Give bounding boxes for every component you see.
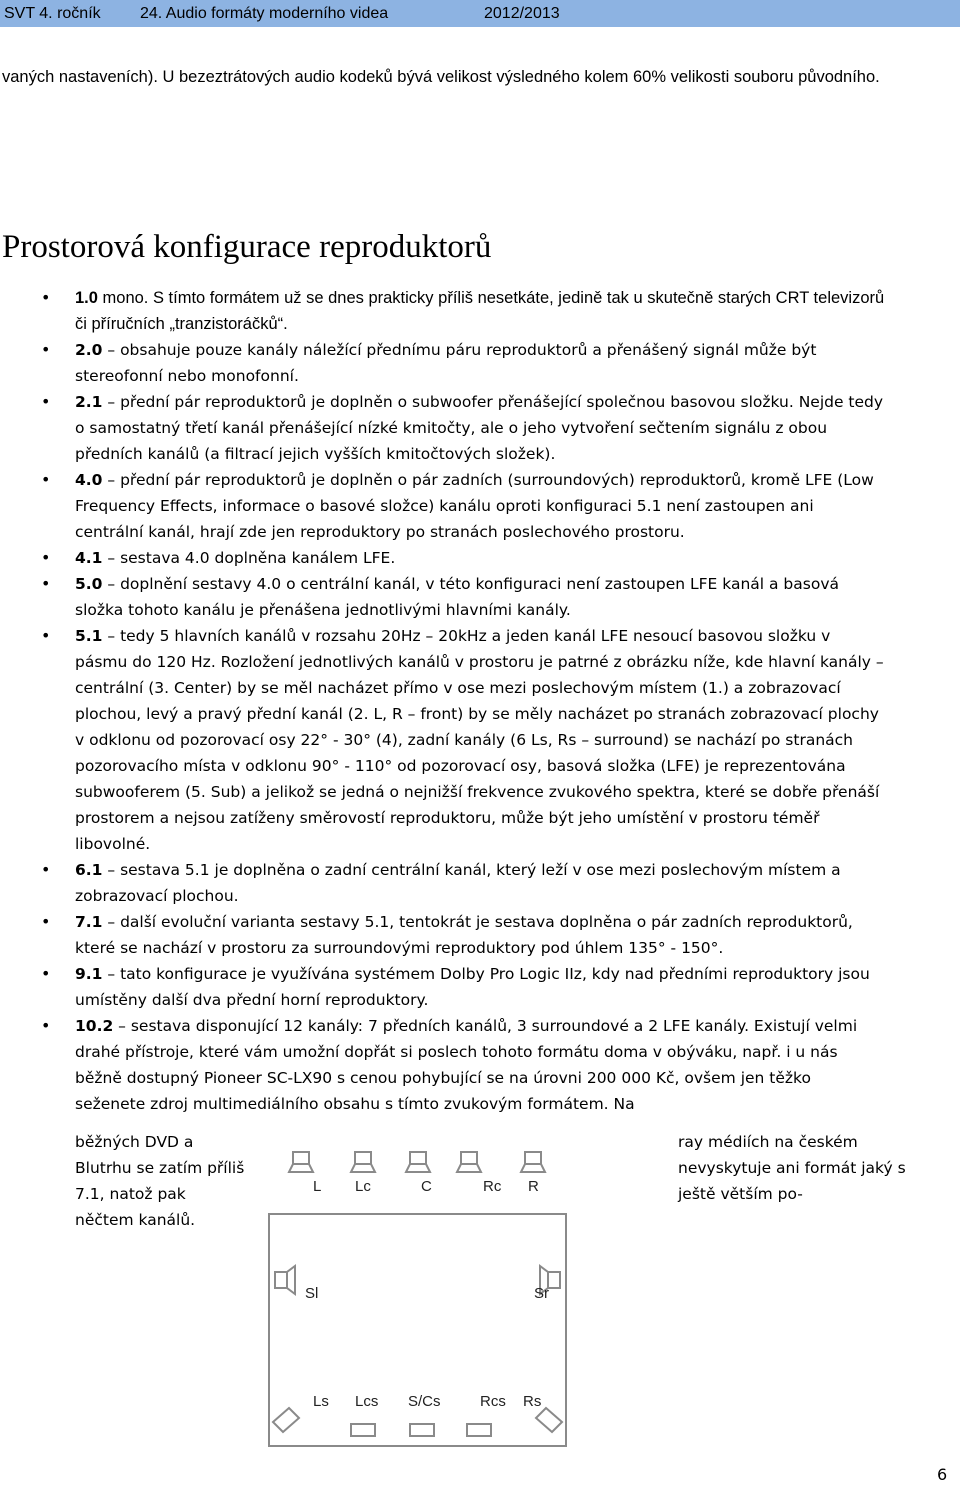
item-text: – sestava 5.1 je doplněna o zadní centrální kanál, který leží v ose mezi poslechovým místem a zobrazovací plochou.: [75, 861, 841, 905]
configuration-list: [0, 285, 960, 1117]
label-rear-right-center: Rcs: [480, 1393, 506, 1410]
front-right-center-speaker-icon: [457, 1152, 481, 1172]
item-text: – doplnění sestavy 4.0 o centrální kanál, v této konfiguraci není zastoupen LFE kanál a basová složka tohoto kanálu je přenášena jednotlivými hlavními kanály.: [75, 575, 839, 619]
page-number: 6: [937, 1465, 948, 1484]
page-header: [0, 0, 960, 27]
item-text: – tedy 5 hlavních kanálů v rozsahu 20Hz – 20kHz a jeden kanál LFE nesoucí basovou složku v pásmu do 120 Hz. Rozložení jednotlivých kanálů v prostoru je patrné z obrázku níže, kde hlavní kanály – centrální (3. Center) by se měl nacházet přímo v ose mezi poslechovým místem (1.) a zobrazovací plochou, levý a pravý přední kanál (2. L, R – front) by se měly nacházet po stranách zobrazovací plochy v odklonu od pozorovací osy 22° - 30° (4), zadní kanály (6 Ls, Rs – surround) se nachází po stranách pozorovacího místa v odklonu 90° - 110° od pozorovací osy, basová složka (LFE) je reprezentována subwooferem (5. Sub) a jelikož se jedná o nejnižší frekvence zvukového spektra, které se dobře přenáší prostorem a nejsou zatíženy směrovostí reproduktoru, může být jeho umístění v prostoru téměř libovolné.: [75, 627, 884, 853]
label-front-left-center: Lc: [355, 1178, 371, 1195]
list-item: [0, 1013, 885, 1117]
intro-paragraph: vaných nastaveních). U bezeztrátových audio kodeků bývá velikost výsledného kolem 60% velikosti souboru původního.: [2, 68, 880, 86]
list-item: [0, 909, 885, 961]
front-right-speaker-icon: [521, 1152, 545, 1172]
item-text: – přední pár reproduktorů je doplněn o subwoofer přenášející společnou basovou složku. Nejde tedy o samostatný třetí kanál přenášející nízké kmitočty, ale o jeho vytvoření sečtením signálu z obou předních kanálů (a filtrací jejich vyšších kmitočtových složek).: [75, 393, 884, 463]
wrap-text-right: ray médiích na českém nevyskytuje ani formát jaký s ještě větším po-: [678, 1133, 906, 1203]
list-item: [0, 623, 885, 857]
item-number: 4.1: [75, 549, 103, 567]
item-text: – tato konfigurace je využívána systémem Dolby Pro Logic IIz, kdy nad předními reproduktory jsou umístěny další dva přední horní reproduktory.: [75, 965, 870, 1009]
label-side-right: Sr: [534, 1285, 549, 1302]
side-left-speaker-icon: [275, 1266, 295, 1294]
front-center-speaker-icon: [406, 1152, 430, 1172]
item-number: 2.0: [75, 341, 103, 359]
label-rear-center: S/Cs: [408, 1393, 441, 1410]
header-year: 2012/2013: [484, 5, 560, 22]
item-text: – přední pár reproduktorů je doplněn o pár zadních (surroundových) reproduktorů, kromě LFE (Low Frequency Effects, informace o basové složce) kanálu oproti konfiguraci 5.1 není zastoupen ani centrální kanál, hrají zde jen reproduktory po stranách poslechového prostoru.: [75, 471, 874, 541]
front-left-center-speaker-icon: [351, 1152, 375, 1172]
label-front-right-center: Rc: [483, 1178, 502, 1195]
item-number: 2.1: [75, 393, 103, 411]
rear-left-speaker-icon: [273, 1408, 299, 1432]
list-item: [0, 337, 885, 389]
header-topic: 24. Audio formáty moderního videa: [140, 5, 389, 22]
list-item: [0, 961, 885, 1013]
item-text: – sestava disponující 12 kanály: 7 předních kanálů, 3 surroundové a 2 LFE kanály. Existují velmi drahé přístroje, které vám umožní dopřát si poslech tohoto formátu doma v obýváku, např. i u nás běžně dostupný Pioneer SC-LX90 s cenou pohybující se na úrovni 200 000 Kč, ovšem jen těžko seženete zdroj multimediálního obsahu s tímto zvukovým formátem. Na: [75, 1017, 858, 1113]
item-number: 10.2: [75, 1017, 114, 1035]
item-number: 7.1: [75, 913, 103, 931]
label-rear-left-center: Lcs: [355, 1393, 379, 1410]
item-number: 6.1: [75, 861, 103, 879]
rear-left-center-speaker-icon: [351, 1424, 375, 1436]
section-title: Prostorová konfigurace reproduktorů: [2, 229, 492, 265]
list-item: [0, 285, 885, 337]
label-rear-left: Ls: [313, 1393, 329, 1410]
label-front-left: L: [313, 1178, 322, 1195]
item-number: 4.0: [75, 471, 103, 489]
item-number: 5.1: [75, 627, 103, 645]
list-item: [0, 467, 885, 545]
label-front-right: R: [528, 1178, 539, 1195]
rear-center-speaker-icon: [410, 1424, 434, 1436]
label-rear-right: Rs: [523, 1393, 542, 1410]
list-item: [0, 545, 885, 571]
speaker-layout-diagram: [255, 1142, 580, 1455]
list-item: [0, 389, 885, 467]
rear-right-speaker-icon: [536, 1408, 562, 1432]
item-number: 1.0: [75, 289, 98, 307]
list-item: [0, 571, 885, 623]
item-text: mono. S tímto formátem už se dnes prakticky příliš nesetkáte, jedině tak u skutečně starých CRT televizorů či příručních „tranzistoráčků“.: [75, 289, 885, 333]
item-text: – sestava 4.0 doplněna kanálem LFE.: [102, 549, 396, 567]
header-course: SVT 4. ročník: [4, 5, 101, 22]
label-side-left: Sl: [305, 1285, 319, 1302]
label-front-center: C: [421, 1178, 432, 1195]
front-left-speaker-icon: [289, 1152, 313, 1172]
item-text: – další evoluční varianta sestavy 5.1, tentokrát je sestava doplněna o pár zadních reproduktorů, které se nachází v prostoru za surroundovými reproduktory pod úhlem 135° - 150°.: [75, 913, 853, 957]
item-text: – obsahuje pouze kanály náležící přednímu páru reproduktorů a přenášený signál může být stereofonní nebo monofonní.: [75, 341, 817, 385]
list-item: [0, 857, 885, 909]
item-number: 5.0: [75, 575, 103, 593]
room-outline: [269, 1214, 566, 1446]
item-number: 9.1: [75, 965, 103, 983]
wrap-text-left: běžných DVD a Blutrhu se zatím příliš 7.1, natož pak něčtem kanálů.: [75, 1133, 245, 1229]
rear-right-center-speaker-icon: [467, 1424, 491, 1436]
